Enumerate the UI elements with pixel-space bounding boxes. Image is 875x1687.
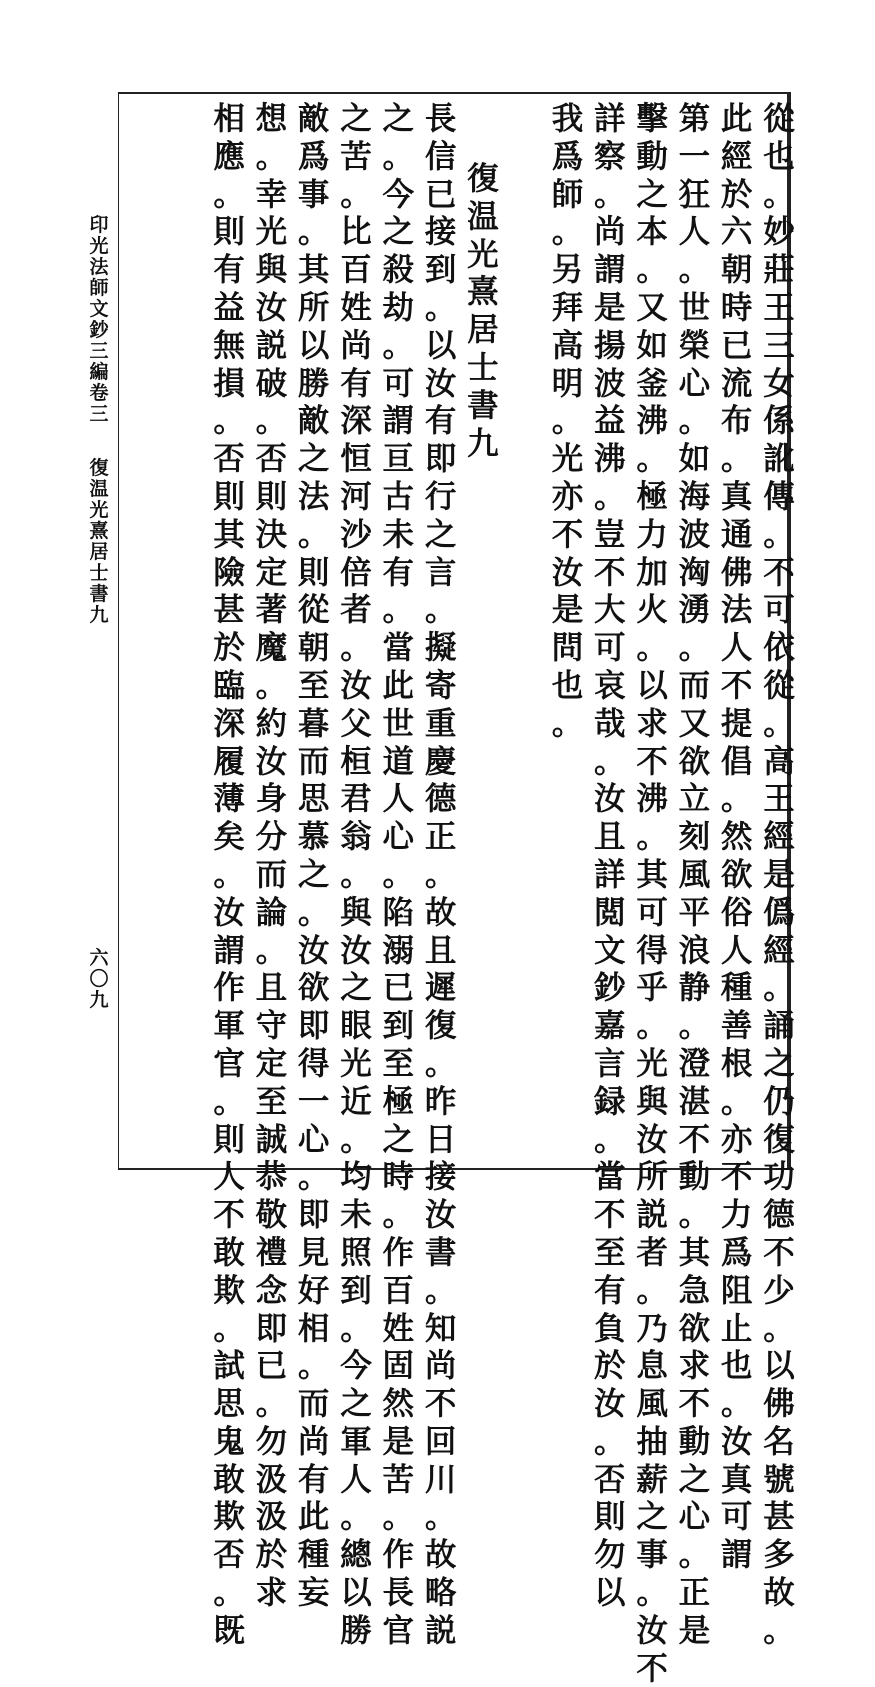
text-column: 第 一 狂 人 。 世 榮 心 。 如 海 波 洶 湧 。 而 又 欲 立 刻 風 平 浪 静 。 澄 湛 不 動 。 其 急 欲 求 不 動 之 心 。 正 是 [678, 100, 711, 1649]
margin-chapter-title: 復 温 光 熹 居 士 書 九 [89, 457, 109, 626]
text-column: 相 應 。 則 有 益 無 損 。 否 則 其 險 甚 於 臨 深 履 薄 矣 。 汝 謂 作 軍 官 。 則 人 不 敢 欺 。 試 思 鬼 敢 欺 否 。 既 [213, 100, 245, 1649]
letter-heading: 復 温 光 熹 居 士 書 九 [467, 160, 499, 462]
text-column: 擊 動 之 本 。 又 如 釜 沸 。 極 力 加 火 。 以 求 不 沸 。 其 可 得 乎 。 光 與 汝 所 説 者 。 乃 息 風 抽 薪 之 事 。 汝 不 [636, 100, 668, 1687]
text-column: 敵 爲 事 。 其 所 以 勝 敵 之 法 。 則 從 朝 至 暮 而 思 慕 之 。 汝 欲 即 得 一 心 。 即 見 好 相 。 而 尚 有 此 種 妄 [297, 100, 330, 1612]
margin-page-number: 六 〇 九 [89, 947, 109, 1011]
text-column: 我 爲 師 。 另 拜 高 明 。 光 亦 不 汝 是 問 也 。 [551, 100, 584, 742]
margin-book-title: 印 光 法 師 文 鈔 三 編 卷 三 [89, 214, 109, 425]
text-column: 之 苦 。 比 百 姓 尚 有 深 恒 河 沙 倍 者 。 汝 父 桓 君 翁 。 與 汝 之 眼 光 近 。 均 未 照 到 。 今 之 軍 人 。 總 以 勝 [340, 100, 372, 1649]
text-column: 詳 察 。 尚 謂 是 揚 波 益 沸 。 豈 不 大 可 哀 哉 。 汝 且 詳 閲 文 鈔 嘉 言 録 。 當 不 至 有 負 於 汝 。 否 則 勿 以 [594, 100, 626, 1612]
text-column: 長 信 已 接 到 。 以 汝 有 即 行 之 言 。 擬 寄 重 慶 德 正 。 故 且 遲 復 。 昨 日 接 汝 書 。 知 尚 不 回 川 。 故 略 説 [424, 100, 457, 1649]
text-column: 從 也 。 妙 莊 王 三 女 係 訛 傳 。 不 可 依 從 。 高 王 經 是 僞 經 。 誦 之 仍 復 功 德 不 少 。 以 佛 名 號 甚 多 故 。 [763, 100, 795, 1649]
text-column: 想 。 幸 光 與 汝 説 破 。 否 則 決 定 著 魔 。 約 汝 身 分 而 論 。 且 守 定 至 誠 恭 敬 禮 念 即 已 。 勿 汲 汲 於 求 [255, 100, 288, 1612]
text-column: 此 經 於 六 朝 時 已 流 布 。 真 通 佛 法 人 不 提 倡 。 然 欲 俗 人 種 善 根 。 亦 不 力 爲 阻 止 也 。 汝 真 可 謂 [720, 100, 753, 1574]
text-column: 之 。 今 之 殺 劫 。 可 謂 亘 古 未 有 。 當 此 世 道 人 心 。 陷 溺 已 到 至 極 之 時 。 作 百 姓 固 然 是 苦 。 作 長 官 [382, 100, 415, 1649]
